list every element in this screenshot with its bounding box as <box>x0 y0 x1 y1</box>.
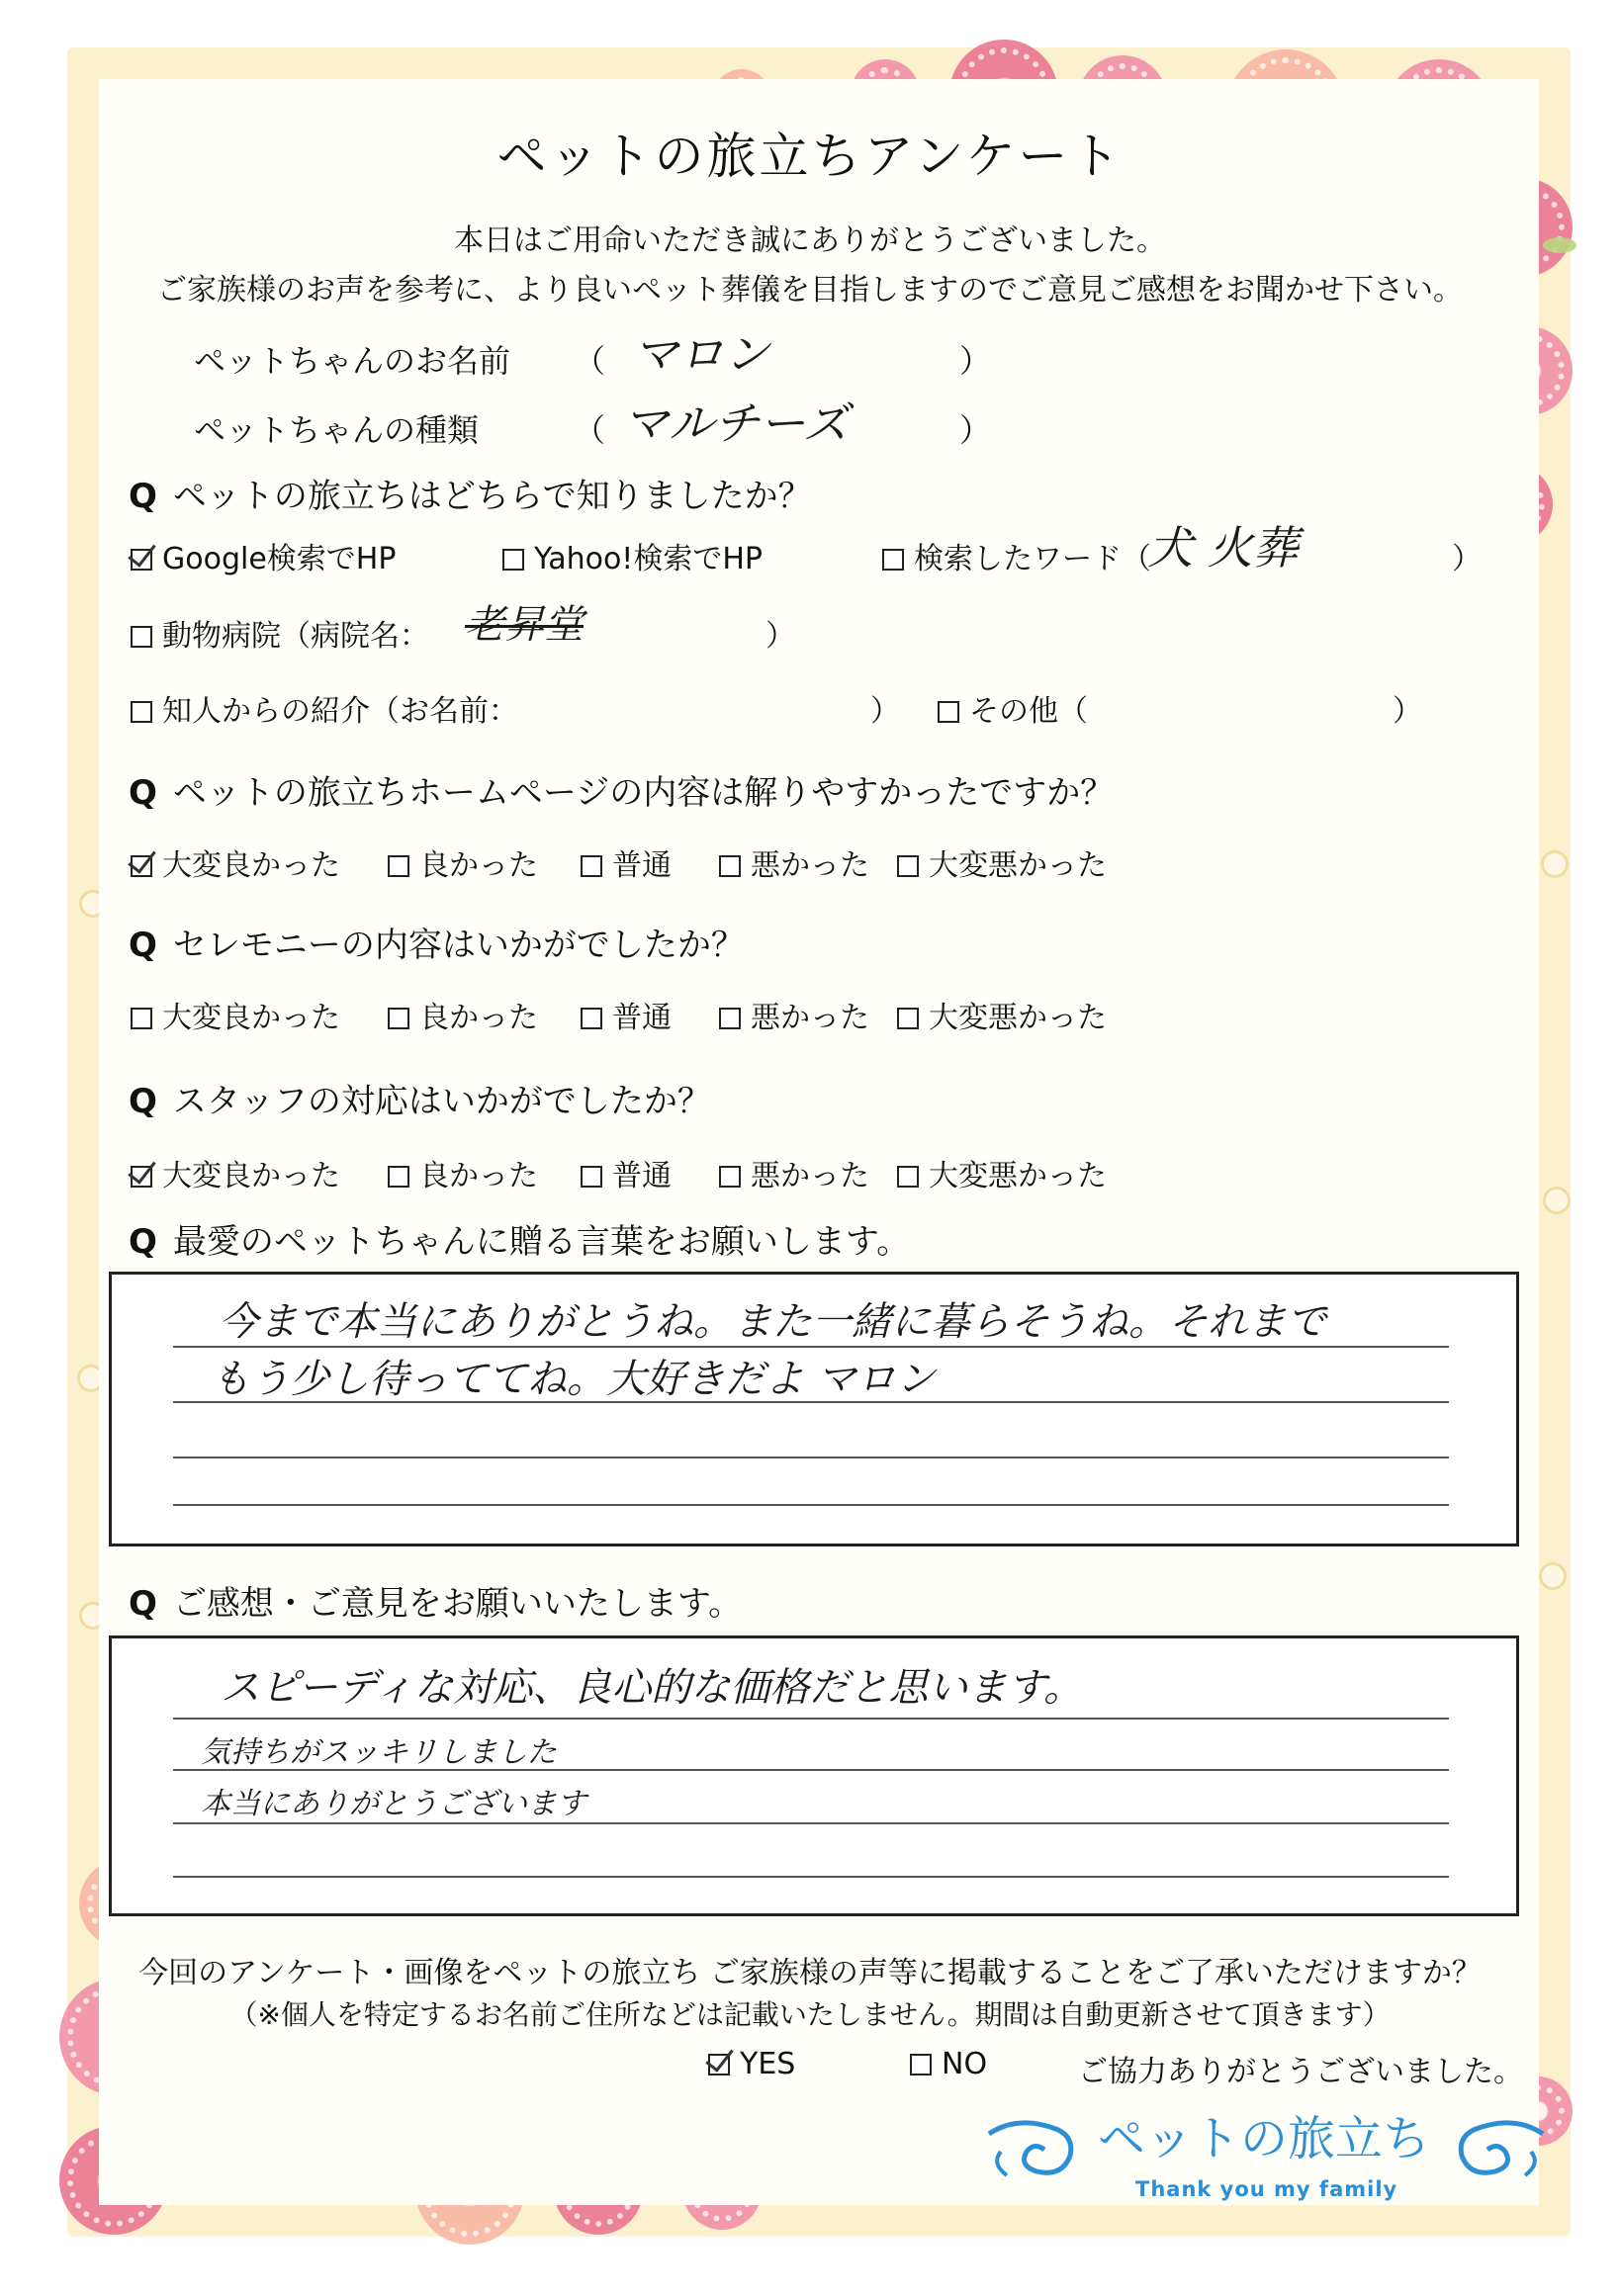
pet-name-close: ） <box>959 342 992 380</box>
intro-line-1: 本日はご用命いただき誠にありがとうございました。 <box>454 223 1166 258</box>
rating-option-label: 良かった <box>419 1001 538 1035</box>
rating-option-label: 大変良かった <box>162 1159 340 1193</box>
q-marker: Q <box>129 1222 157 1262</box>
q-marker: Q <box>129 926 157 965</box>
small-flower-icon <box>1539 1562 1567 1590</box>
q1-search-word-close: ） <box>1452 542 1482 576</box>
q-marker: Q <box>129 1082 157 1121</box>
rating-option-label: 普通 <box>612 1001 672 1035</box>
pet-type-value[interactable]: マルチーズ <box>623 397 849 450</box>
q1-yahoo-option[interactable] <box>502 534 763 577</box>
question-2-text: ペットの旅立ちホームページの内容は解りやすかったですか？ <box>172 773 1115 813</box>
checkbox[interactable] <box>897 855 919 877</box>
q1-search-word-value[interactable]: 犬 火葬 <box>1147 521 1299 574</box>
rating-option[interactable] <box>131 840 340 884</box>
rating-option[interactable] <box>581 840 672 884</box>
rating-option[interactable] <box>719 1151 869 1194</box>
q1-friend-option[interactable] <box>131 686 518 730</box>
rating-option-label: 大変悪かった <box>929 848 1107 883</box>
rating-option[interactable] <box>388 993 538 1036</box>
checkbox[interactable] <box>581 1166 602 1188</box>
question-3 <box>129 918 745 966</box>
rating-option-label: 大変良かった <box>162 848 340 883</box>
checkbox[interactable] <box>581 855 602 877</box>
rating-option-label: 悪かった <box>751 1159 869 1193</box>
rating-option-label: 良かった <box>419 1159 538 1193</box>
rating-option[interactable] <box>388 1151 538 1194</box>
q1-other-label: その他（ <box>969 694 1088 729</box>
rating-option[interactable] <box>719 993 869 1036</box>
logo-name: ペットの旅立ち <box>1098 2111 1431 2166</box>
checkbox-checked[interactable] <box>708 2054 730 2075</box>
rating-option-label: 良かった <box>419 848 538 883</box>
intro-line-2: ご家族様のお声を参考に、より良いペット葬儀を目指しますのでご意見ご感想をお聞かせ下さい。 <box>157 273 1463 308</box>
question-2 <box>129 765 1114 814</box>
small-flower-icon <box>1541 850 1569 878</box>
rating-option[interactable] <box>897 1151 1107 1194</box>
checkbox[interactable] <box>131 1008 152 1029</box>
q1-search-word-label: 検索したワード（ <box>914 542 1151 576</box>
rating-option-label: 大変良かった <box>162 1001 340 1035</box>
small-flower-icon <box>1543 1187 1571 1214</box>
rating-option-label: 大変悪かった <box>929 1001 1107 1035</box>
checkbox[interactable] <box>882 549 904 571</box>
checkbox[interactable] <box>897 1166 919 1188</box>
rating-option-label: 普通 <box>612 1159 672 1193</box>
rating-option-label: 悪かった <box>751 848 869 883</box>
q1-hospital-option[interactable] <box>131 611 429 655</box>
checkbox[interactable] <box>938 701 959 723</box>
answer-rule <box>173 1718 1449 1720</box>
checkbox[interactable] <box>131 626 152 648</box>
question-5 <box>129 1214 910 1263</box>
rating-option[interactable] <box>131 1151 340 1194</box>
pet-type-open: （ <box>574 411 606 449</box>
checkbox-checked[interactable] <box>131 549 152 571</box>
q1-hospital-close: ） <box>765 619 795 654</box>
rating-option[interactable] <box>719 840 869 884</box>
pet-name-value[interactable]: マロン <box>633 327 769 381</box>
checkbox-checked[interactable] <box>131 855 152 877</box>
checkbox[interactable] <box>719 1166 741 1188</box>
checkbox[interactable] <box>581 1008 602 1029</box>
answer-rule <box>173 1876 1449 1878</box>
consent-yes-label: YES <box>740 2047 796 2081</box>
q-marker: Q <box>129 1584 157 1624</box>
page-title: ペットの旅立ちアンケート <box>496 128 1124 185</box>
rating-option-label: 普通 <box>612 848 672 883</box>
consent-thanks: ご協力ありがとうございました。 <box>1078 2055 1523 2089</box>
q-marker: Q <box>129 477 157 516</box>
checkbox[interactable] <box>910 2054 932 2075</box>
checkbox[interactable] <box>719 855 741 877</box>
q1-other-option[interactable] <box>938 686 1088 730</box>
rating-option[interactable] <box>581 1151 672 1194</box>
answer-rule <box>173 1822 1449 1824</box>
rating-option-label: 大変悪かった <box>929 1159 1107 1193</box>
rating-option[interactable] <box>897 993 1107 1036</box>
checkbox[interactable] <box>502 549 524 571</box>
consent-yes-option[interactable] <box>708 2047 795 2081</box>
q1-search-word-option[interactable] <box>882 534 1151 577</box>
q5-answer-line-1: 今まで本当にありがとうね。また一緒に暮らそうね。それまで <box>219 1299 1326 1345</box>
consent-line-2: （※個人を特定するお名前ご住所などは記載いたしません。期間は自動更新させて頂きます） <box>229 1998 1391 2031</box>
pet-name-label: ペットちゃんのお名前 <box>194 342 511 380</box>
pet-type-close: ） <box>959 411 992 449</box>
answer-rule <box>173 1457 1449 1458</box>
consent-line-1: 今回のアンケート・画像をペットの旅立ち ご家族様の声等に掲載することをご了承いただけますか？ <box>138 1956 1482 1990</box>
rating-option[interactable] <box>131 993 340 1036</box>
q1-hospital-value[interactable]: 老昇堂 <box>465 602 584 648</box>
consent-no-label: NO <box>942 2047 988 2081</box>
question-6 <box>129 1576 742 1625</box>
pet-type-label: ペットちゃんの種類 <box>194 411 480 449</box>
q1-google-label: Google検索でHP <box>162 542 397 576</box>
q1-other-close: ） <box>1393 694 1422 729</box>
q1-hospital-label: 動物病院（病院名： <box>162 619 429 654</box>
checkbox[interactable] <box>131 701 152 723</box>
question-1-text: ペットの旅立ちはどちらで知りましたか？ <box>172 477 812 516</box>
checkbox[interactable] <box>719 1008 741 1029</box>
question-4 <box>129 1074 711 1122</box>
checkbox[interactable] <box>897 1008 919 1029</box>
answer-rule <box>173 1504 1449 1506</box>
checkbox[interactable] <box>388 1166 409 1188</box>
checkbox[interactable] <box>388 855 409 877</box>
pet-name-open: （ <box>574 342 606 380</box>
rating-option-label: 悪かった <box>751 1001 869 1035</box>
brand-logo <box>979 2094 1553 2203</box>
q5-answer-box[interactable] <box>109 1272 1519 1546</box>
consent-no-option[interactable] <box>910 2047 987 2081</box>
checkbox[interactable] <box>388 1008 409 1029</box>
rating-option[interactable] <box>581 993 672 1036</box>
question-1 <box>129 469 812 517</box>
q1-friend-close: ） <box>870 694 900 729</box>
q1-google-option[interactable] <box>131 534 396 577</box>
logo-tagline: Thank you my family <box>1135 2177 1398 2201</box>
q1-friend-label: 知人からの紹介（お名前： <box>162 694 518 729</box>
checkbox-checked[interactable] <box>131 1166 152 1188</box>
rating-option[interactable] <box>388 840 538 884</box>
q6-answer-box[interactable] <box>109 1635 1519 1916</box>
q1-yahoo-label: Yahoo!検索でHP <box>534 542 763 576</box>
q5-answer-line-2: もう少し待っててね。大好きだよ マロン <box>211 1357 936 1402</box>
question-5-text: 最愛のペットちゃんに贈る言葉をお願いします。 <box>172 1222 911 1262</box>
q6-answer-line-1: スピーディな対応、良心的な価格だと思います。 <box>221 1665 1083 1711</box>
question-6-text: ご感想・ご意見をお願いいたします。 <box>172 1584 743 1624</box>
q-marker: Q <box>129 773 157 813</box>
question-4-text: スタッフの対応はいかがでしたか？ <box>172 1082 711 1121</box>
q6-answer-line-2: 気持ちがスッキリしました <box>201 1735 557 1770</box>
q6-answer-line-3: 本当にありがとうございます <box>201 1787 586 1821</box>
question-3-text: セレモニーの内容はいかがでしたか？ <box>172 926 745 965</box>
rating-option[interactable] <box>897 840 1107 884</box>
